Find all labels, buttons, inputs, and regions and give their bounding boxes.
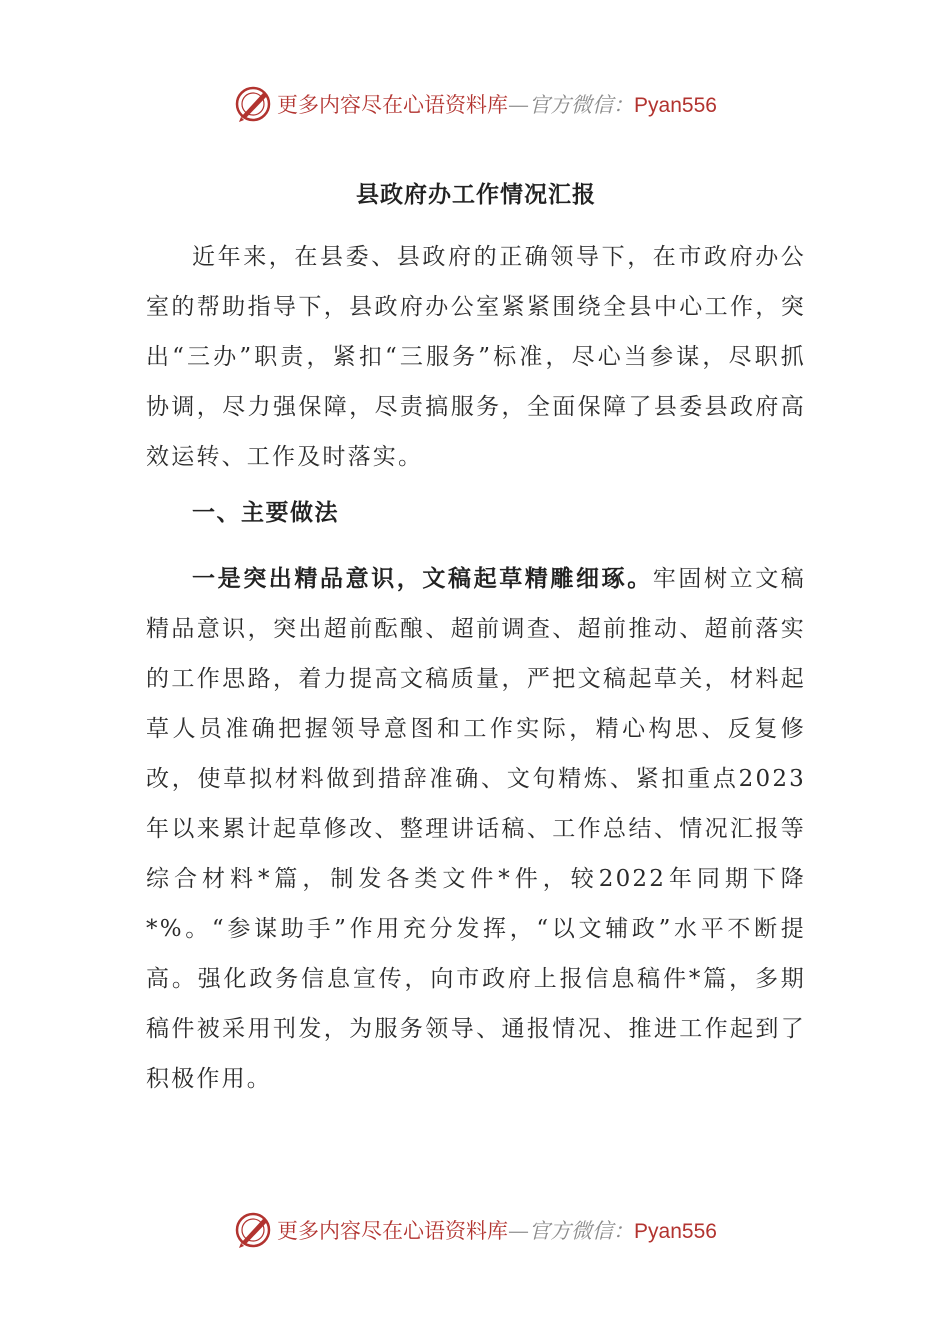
footer-banner xyxy=(0,1208,950,1252)
banner-dash: — xyxy=(508,1219,530,1243)
banner-wechat-id: Pyan556 xyxy=(634,94,717,117)
banner-wechat-id: Pyan556 xyxy=(634,1220,717,1243)
intro-paragraph: 近年来，在县委、县政府的正确领导下，在市政府办公室的帮助指导下，县政府办公室紧紧围绕全县中心工作，突出“三办”职责，紧扣“三服务”标准，尽心当参谋，尽职抓协调，尽力强保障，尽责搞服务，全面保障了县委县政府高效运转、工作及时落实。 xyxy=(146,244,806,470)
banner-text xyxy=(277,89,717,119)
banner-official-label: 官方微信： xyxy=(529,93,635,117)
pen-logo-icon xyxy=(233,1210,273,1250)
header-banner xyxy=(0,82,950,126)
banner-official-label: 官方微信： xyxy=(529,1219,635,1243)
pen-logo-icon xyxy=(233,84,273,124)
point-paragraph xyxy=(146,554,806,1104)
point-body: 牢固树立文稿精品意识，突出超前酝酿、超前调查、超前推动、超前落实的工作思路，着力提高文稿质量，严把文稿起草关，材料起草人员准确把握领导意图和工作实际，精心构思、反复修改，使草拟材料做到措辞准确、文句精炼、紧扣重点2023年以来累计起草修改、整理讲话稿、工作总结、情况汇报等综合材料*篇，制发各类文件*件，较2022年同期下降*%。“参谋助手”作用充分发挥，“以文辅政”水平不断提高。强化政务信息宣传，向市政府上报信息稿件*篇，多期稿件被采用刊发，为服务领导、通报情况、推进工作起到了积极作用。 xyxy=(146,566,806,1092)
banner-text xyxy=(277,1215,717,1245)
document-title: 县政府办工作情况汇报 xyxy=(356,181,596,208)
banner-title: 更多内容尽在心语资料库 xyxy=(277,93,509,117)
banner-dash: — xyxy=(508,93,530,117)
point-lead: 一是突出精品意识，文稿起草精雕细琢。 xyxy=(192,565,653,592)
banner-title: 更多内容尽在心语资料库 xyxy=(277,1219,509,1243)
section-heading: 一、主要做法 xyxy=(192,499,339,526)
